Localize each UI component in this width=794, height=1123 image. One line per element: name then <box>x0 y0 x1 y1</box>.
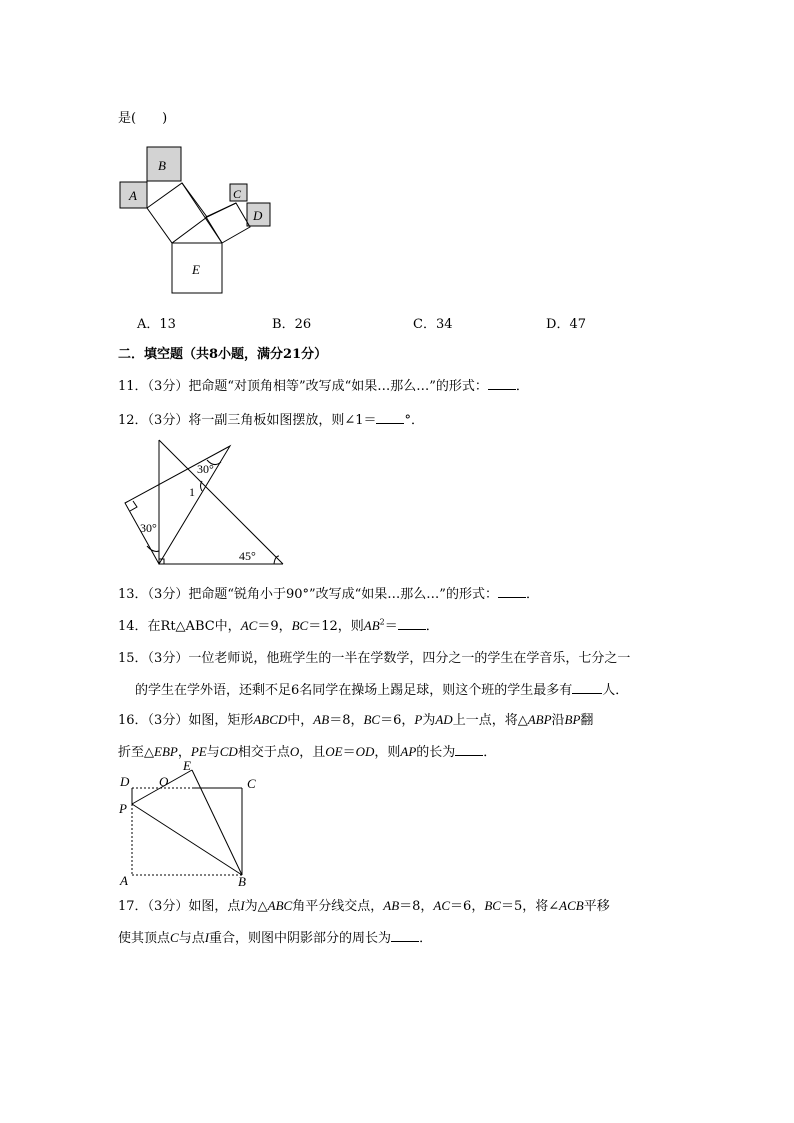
label-o: O <box>159 774 169 789</box>
option-a: A．13 <box>137 317 176 332</box>
answer-blank[interactable] <box>498 587 526 598</box>
angle-1-label: 1 <box>189 485 195 499</box>
q12-triangles-figure <box>115 435 295 570</box>
q16-rectangle-figure <box>110 758 270 890</box>
question-11: 11．（3分）把命题“对顶角相等”改写成“如果…那么…”的形式： ． <box>118 379 529 394</box>
answer-blank[interactable] <box>391 931 419 942</box>
question-15-line-2: 的学生在学外语，还剩不足6名同学在操场上踢足球，则这个班的学生最多有 人． <box>135 683 629 698</box>
label-b: B <box>158 158 166 173</box>
answer-blank[interactable] <box>376 413 404 424</box>
label-c: C <box>233 187 242 201</box>
option-d: D．47 <box>546 317 586 332</box>
option-c: C．34 <box>413 317 453 332</box>
question-15-line-1: 15．（3分）一位老师说，他班学生的一半在学数学，四分之一的学生在学音乐，七分之一 <box>118 651 631 666</box>
angle-30-top: 30° <box>197 462 214 476</box>
label-e: E <box>183 758 191 773</box>
label-b: B <box>238 874 246 889</box>
answer-blank[interactable] <box>572 683 602 694</box>
q10-squares-figure <box>110 140 280 300</box>
question-17-line-2: 使其顶点C与点I重合，则图中阴影部分的周长为 ． <box>118 930 433 946</box>
option-b: B．26 <box>272 317 312 332</box>
label-p: P <box>119 801 127 816</box>
q10-stem: 是( ) <box>118 111 168 126</box>
label-a: A <box>129 188 137 203</box>
square-right <box>206 203 250 243</box>
label-c: C <box>247 776 256 791</box>
answer-blank[interactable] <box>455 745 483 756</box>
question-16-line-1: 16．（3分）如图，矩形ABCD中，AB＝8，BC＝6，P为AD上一点，将△ABP沿BP翻 <box>118 712 594 728</box>
angle-30-left: 30° <box>140 521 157 535</box>
label-d: D <box>253 208 263 223</box>
question-14: 14．在Rt△ABC中，AC＝9，BC＝12，则$AB^2=$ ． <box>118 617 439 634</box>
question-16-line-2: 折至△EBP，PE与CD相交于点O，且OE＝OD，则AP的长为 ． <box>118 744 497 760</box>
square-left <box>147 183 207 243</box>
label-d: D <box>120 774 130 789</box>
answer-blank[interactable] <box>398 619 426 630</box>
answer-blank[interactable] <box>488 379 516 390</box>
angle-45: 45° <box>239 549 256 563</box>
label-a: A <box>120 873 128 888</box>
question-12: 12．（3分）将一副三角板如图摆放，则∠1＝ °． <box>118 413 424 428</box>
section-title: 二．填空题（共8小题，满分21分） <box>118 347 328 362</box>
label-e: E <box>192 262 200 277</box>
question-13: 13．（3分）把命题“锐角小于90°”改写成“如果…那么…”的形式： ． <box>118 587 539 602</box>
question-17-line-1: 17．（3分）如图，点I为△ABC角平分线交点，AB＝8，AC＝6，BC＝5，将∠ACB平移 <box>118 898 610 914</box>
